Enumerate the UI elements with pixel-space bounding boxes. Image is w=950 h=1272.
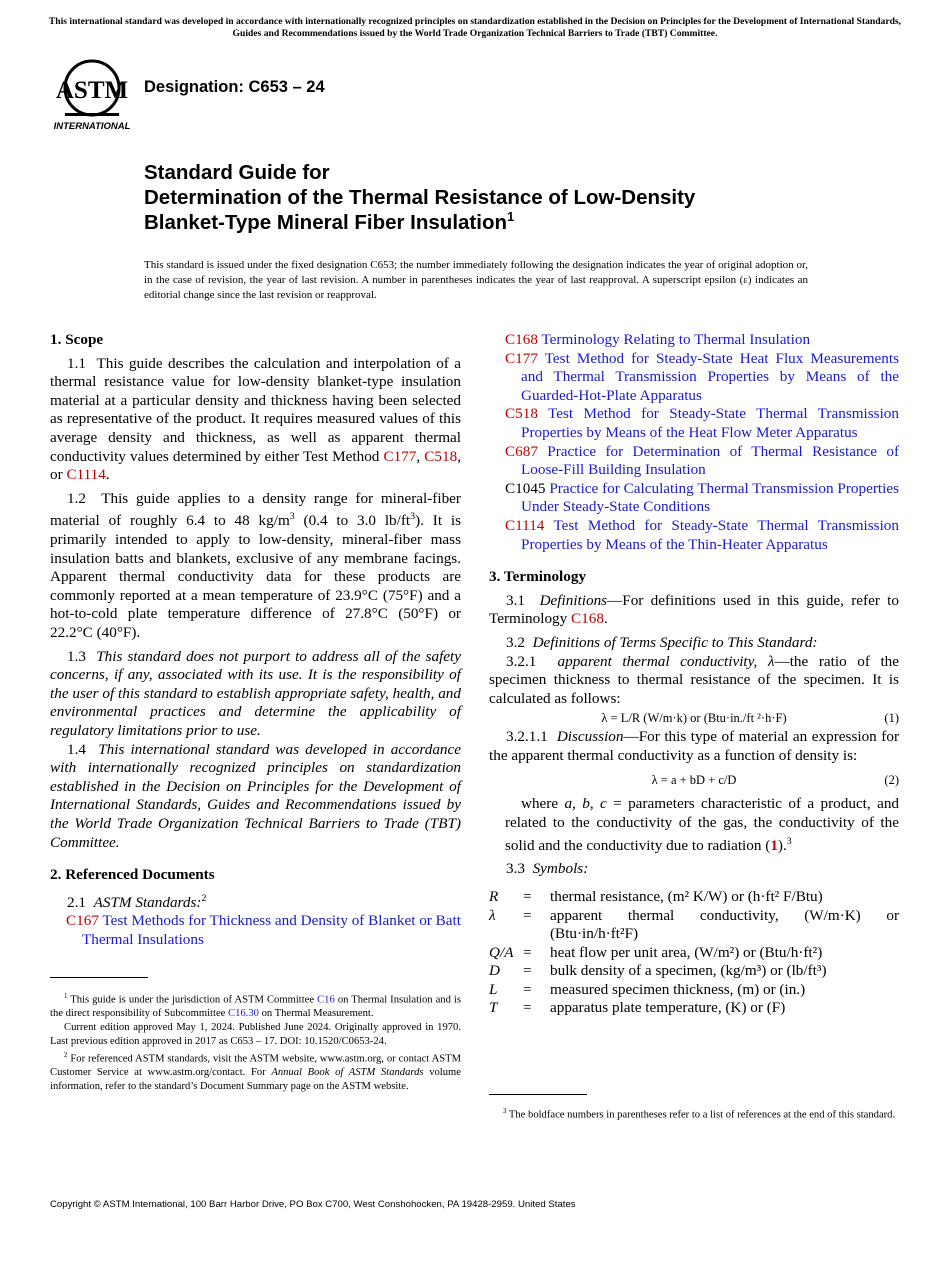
scope-heading: 1. Scope [50,331,104,348]
title-line-3: Blanket-Type Mineral Fiber Insulation$^1$ [144,209,515,234]
title-line-1: Standard Guide for [144,161,330,184]
document-title [144,160,844,237]
left-column [50,331,461,950]
svg-text:ASTM: ASTM [55,77,129,104]
ref-c1114[interactable]: C1114 Test Method for Steady-State Thermal Transmission Properties by Means of the Thin-Heater Apparatus [505,516,899,553]
symbol-row: Q/A = heat flow per unit area, (W/m²) or (Btu/h·ft²) [489,943,823,961]
link-c177[interactable]: C177 [383,447,417,465]
astm-logo-icon [52,56,136,132]
ref-c518[interactable]: C518 Test Method for Steady-State Thermal Transmission Properties by Means of the Heat Flow Meter Apparatus [505,405,899,441]
ref-c1045[interactable]: C1045 Practice for Calculating Thermal Transmission Properties Under Steady-State Conditions [505,479,899,516]
symbol-row: λ = apparent thermal conductivity, (W/m·K) or (Btu·in/h·ft²F) [489,906,899,943]
svg-text:INTERNATIONAL: INTERNATIONAL [53,121,131,132]
equation-1 [489,708,899,728]
symbol-row: L = measured specimen thickness, (m) or (in.) [489,980,806,998]
symbol-row: D = bulk density of a specimen, (kg/m³) or (lb/ft³) [489,962,827,980]
tbt-notice: This international standard was developed in accordance with internationally recognized principles on standardization established in the Decision on Principles for the Development of International Standards, Guides and Recommendations issued by the World Trade Organization Technical Barriers to Trade (TBT) Committee. [48,16,902,39]
symbol-row: R = thermal resistance, (m² K/W) or (h·ft² F/Btu) [489,887,823,905]
footnotes-right [489,1105,899,1122]
copyright: Copyright © ASTM International, 100 Barr Harbor Drive, PO Box C700, West Conshohocken, PA 19428-2959. United States [50,1199,576,1210]
footnotes-left [50,990,461,1094]
scope-1-3: 1.3 This standard does not purport to address all of the safety concerns, if any, associated with its use. It is the responsibility of the user of this standard to establish appropriate safety, health, and environmental practices and determine the applicability of regulatory limitations prior to use. [50,647,461,739]
footnote-rule-left [50,977,148,978]
link-c1114[interactable]: C1114 [66,466,106,484]
astm-logo [52,56,136,132]
footnote-1: $^1$ This guide is under the jurisdiction of ASTM Committee C16 on Thermal Insulation and is the direct responsibility of Subcommittee C16.30 on Thermal Measurement. [50,993,461,1020]
ref-c167[interactable]: C167 Test Methods for Thickness and Density of Blanket or Batt Thermal Insulations [66,912,461,948]
link-c16[interactable]: C16 [317,994,335,1006]
footnote-3: $^3$ The boldface numbers in parentheses refer to a list of references at the end of this standard. [503,1108,896,1121]
ref-c687[interactable]: C687 Practice for Determination of Thermal Resistance of Loose-Fill Building Insulation [505,442,900,479]
equation-2 [489,770,899,790]
equation-1-expr: λ = L/R (W/m·k) or (Btu·in./ft ²·h·F) [601,711,787,726]
equation-1-number: (1) [884,711,899,726]
title-footnote-mark: 1 [506,209,515,224]
ref-c168[interactable]: C168 Terminology Relating to Thermal Insulation [505,331,811,348]
where-clause: where a, b, c = parameters characteristic of a product, and related to the conductivity of the gas, the conductivity of the solid and the conductivity due to radiation (1).$^3$ [505,795,900,854]
terminology-heading: 3. Terminology [489,568,587,586]
scope-1-1: 1.1 This guide describes the calculation and interpolation of a thermal resistance value for low-density blanket-type insulation material at a particular density and thickness having been selected as representative of the product. It requires measured values of this average density and thickness, as well as apparent thermal conductivity values determined by either Test Method C177, C518, or C1114. [50,354,462,484]
equation-2-expr: λ = a + bD + c/D [651,773,737,788]
footnote-1-edition: Current edition approved May 1, 2024. Published June 2024. Originally approved in 1970. Last previous edition approved in 2017 as C653 – 17. DOI: 10.1520/C0653-24. [50,1022,461,1047]
link-c168[interactable]: C168 [571,610,604,628]
link-c518[interactable]: C518 [424,447,458,465]
term-3-3: 3.3 Symbols: [506,860,589,878]
astm-standards-subheading: 2.1 ASTM Standards:$^2$ [67,892,207,911]
footnote-2: $^2$ For referenced ASTM standards, visit the ASTM website, www.astm.org, or contact ASTM Customer Service at www.astm.org/contact. For Annual Book of ASTM Standards volume information, refer to the standard’s Document Summary page on the ASTM website. [50,1051,461,1092]
term-3-2-1: 3.2.1 apparent thermal conductivity, λ—the ratio of the specimen thickness to thermal resistance of the specimen. It is calculated as follows: [489,652,900,707]
title-line-2: Determination of the Thermal Resistance of Low-Density [144,186,696,209]
link-reference-1[interactable]: 1 [770,836,778,854]
term-3-2: 3.2 Definitions of Terms Specific to This Standard: [506,633,818,651]
link-c16-30[interactable]: C16.30 [228,1008,259,1020]
designation: Designation: C653 – 24 [144,78,325,96]
ref-c177[interactable]: C177 Test Method for Steady-State Heat Flux Measurements and Thermal Transmission Properties by Means of the Guarded-Hot-Plate Apparatus [505,349,899,404]
referenced-docs-heading: 2. Referenced Documents [50,866,215,884]
term-3-2-1-1: 3.2.1.1 Discussion—For this type of material an expression for the apparent thermal conductivity as a function of density is: [489,728,899,764]
right-column [489,331,899,1018]
equation-2-number: (2) [884,773,899,788]
issue-note: This standard is issued under the fixed designation C653; the number immediately following the designation indicates the year of original adoption or, in the case of revision, the year of last revision. A number in parentheses indicates the year of last reapproval. A superscript epsilon (ε) indicates an editorial change since the last revision or reapproval. [144,259,808,301]
scope-1-2: 1.2 This guide applies to a density range for mineral-fiber material of roughly 6.4 to 48 $kg/m^3$ (0.4 to 3.0 $lb/ft^3$). It is primarily intended to apply to low-density, mineral-fiber mass insulation batts and blankets, exclusive of any membrane facings. Apparent thermal conductivity data for these products are commonly reported at a mean temperature of 23.9°C (75°F) and a hot-to-cold plate temperature difference of 27.8°C (50°F) or 22.2°C (40°F). [50,489,461,641]
symbol-row: T = apparatus plate temperature, (K) or (F) [489,999,786,1017]
term-3-1: 3.1 Definitions—For definitions used in this guide, refer to Terminology C168. [489,591,899,628]
footnote-rule-right [489,1094,587,1095]
scope-1-4: 1.4 This international standard was developed in accordance with internationally recognized principles on standardization established in the Decision on Principles for the Development of International Standards, Guides and Recommendations issued by the World Trade Organization Technical Barriers to Trade (TBT) Committee. [50,740,461,851]
